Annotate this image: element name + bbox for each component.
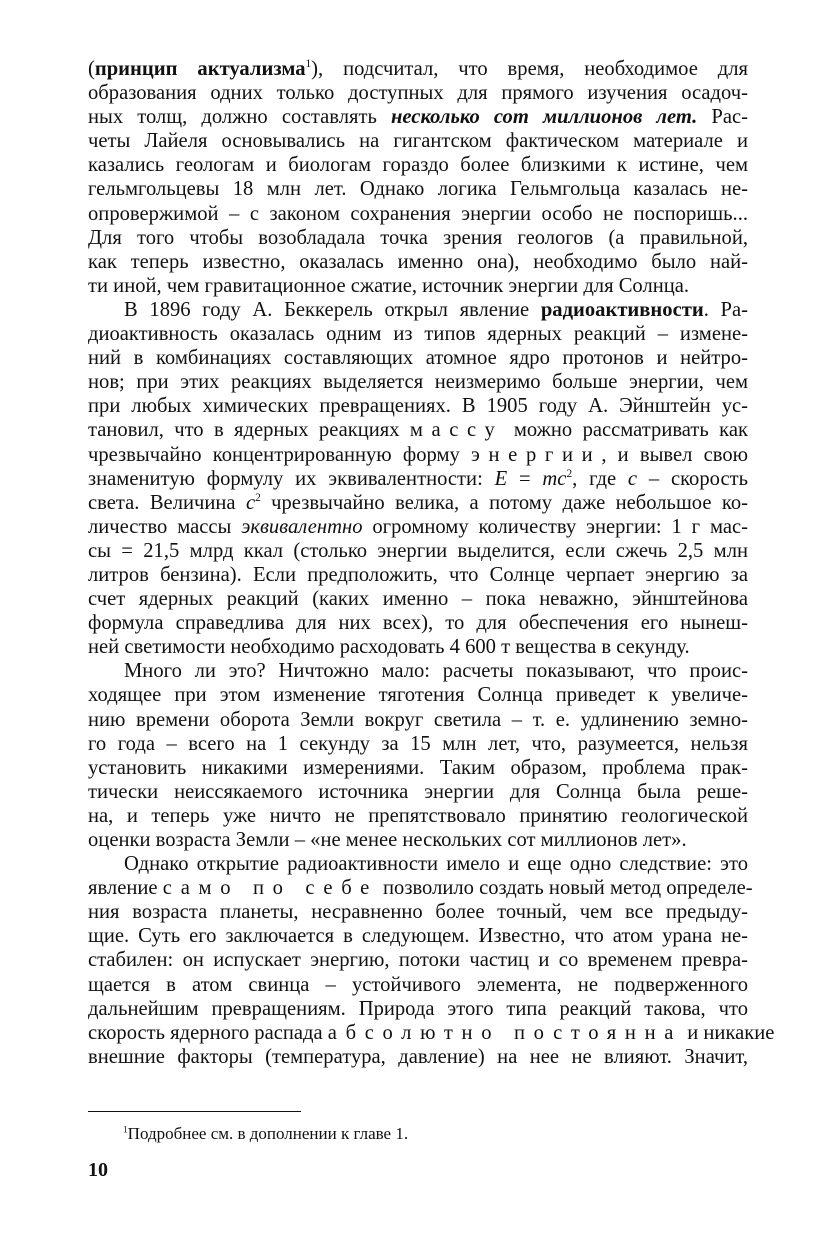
- paragraph-4-line: внешние факторы (температура, давление) на нее не влияют. Значит,: [88, 1045, 748, 1068]
- formula-c: c: [245, 491, 256, 514]
- paragraph-2-line: сы = 21,5 млрд ккал (столько энергии выделится, если сжечь 2,5 млн: [88, 539, 748, 562]
- paragraph-1-line: образования одних только доступных для прямого изучения осадоч-: [88, 82, 748, 105]
- paragraph-4-line: дальнейшим превращениям. Природа этого типа реакций такова, что: [88, 997, 748, 1020]
- paragraph-1-line: ных толщ, должно составлять несколько сот миллионов лет. Рас-: [88, 106, 748, 129]
- paragraph-4-line: явление само по себе позволило создать новый метод определе-: [88, 877, 753, 900]
- paragraph-2-line: диоактивность оказалась одним из типов ядерных реакций – измене-: [88, 323, 748, 346]
- formula-c: c: [627, 467, 638, 490]
- paragraph-3-line: на, и теперь уже ничто не препятствовало принятию геологической: [88, 804, 748, 827]
- paragraph-4-line: щие. Суть его заключается в следующем. Известно, что атом урана не-: [88, 925, 748, 948]
- spaced-word: энергии: [470, 443, 602, 466]
- paragraph-1-line: четы Лайеля основывались на гигантском фактическом материале и: [88, 130, 748, 153]
- paragraph-4-line: скорость ядерного распада абсолютно постоянна и никакие: [88, 1021, 775, 1044]
- paragraph-4-line: стабилен: он испускает энергию, потоки частиц и со временем превра-: [88, 949, 748, 972]
- paragraph-1-line: казались геологам и биологам гораздо более близкими к истине, чем: [88, 154, 748, 177]
- paragraph-2-line: при любых химических превращениях. В 1905 году А. Эйнштейн ус-: [88, 395, 748, 418]
- paragraph-1-line: ти иной, чем гравитационное сжатие, источник энергии для Солнца.: [88, 274, 690, 297]
- paragraph-2-line: литров бензина). Если предположить, что Солнце черпает энергию за: [88, 563, 748, 586]
- paragraph-2-line: В 1896 году А. Беккерель открыл явление радиоактивности. Ра-: [124, 298, 749, 321]
- bold-term: радиоактивности: [540, 298, 704, 321]
- page-body: [88, 57, 775, 1069]
- footnote-text: Подробнее см. в дополнении к главе 1.: [127, 1124, 409, 1143]
- paragraph-2-line: знаменитую формулу их эквивалентности: $E = mc^2$, где c – скорость: [88, 467, 748, 490]
- paragraph-1-line: опровержимой – с законом сохранения энергии особо не поспоришь...: [88, 202, 748, 225]
- formula-mc: mc: [542, 467, 567, 490]
- bold-italic-phrase: несколько сот миллионов лет.: [391, 106, 698, 129]
- paragraph-3-line: оценки возраста Земли – «не менее нескольких сот миллионов лет».: [88, 829, 687, 851]
- spaced-word: абсолютно постоянна: [327, 1021, 683, 1044]
- page-number: 10: [88, 1159, 108, 1181]
- paragraph-4-line: щается в атом свинца – устойчивого элемента, не подверженного: [88, 973, 748, 996]
- spaced-word: само по себе: [162, 877, 378, 900]
- paragraph-3-line: Много ли это? Ничтожно мало: расчеты показывают, что проис-: [124, 660, 748, 683]
- footnote: [123, 1124, 408, 1144]
- paragraph-3-line: нию времени оборота Земли вокруг светила – т. е. удлинению земно-: [88, 708, 748, 731]
- bold-term: принцип актуализма: [94, 58, 306, 80]
- footnote-mark: 1: [123, 1125, 128, 1136]
- paragraph-2-line: тановил, что в ядерных реакциях массу можно рассматривать как: [88, 419, 748, 442]
- paragraph-3-line: установить никакими измерениями. Таким образом, проблема прак-: [88, 756, 748, 779]
- spaced-word: массу: [409, 419, 504, 442]
- paragraph-2-line: счет ядерных реакций (каких именно – пока неважно, эйнштейнова: [88, 588, 748, 611]
- paragraph-1-line: как теперь известно, оказалась именно она), необходимо было най-: [88, 250, 748, 273]
- paragraph-4-line: ния возраста планеты, несравненно более точный, чем все предыду-: [88, 901, 748, 924]
- paragraph-2-line: чрезвычайно концентрированную форму энергии, и вывел свою: [88, 443, 748, 466]
- footnote-divider: [88, 1111, 301, 1112]
- footnote-ref: 1: [305, 58, 312, 71]
- paragraph-1-line: (принцип актуализма$^1$), подсчитал, что время, необходимое для: [88, 58, 748, 80]
- paragraph-2-line: ней светимости необходимо расходовать 4 600 т вещества в секунду.: [88, 636, 690, 659]
- paragraph-3-line: ходящее при этом изменение тяготения Солнца приведет к увеличе-: [88, 684, 748, 707]
- paragraph-1-line: Для того чтобы возобладала точка зрения геологов (а правильной,: [88, 226, 748, 249]
- paragraph-2-line: нов; при этих реакциях выделяется неизмеримо больше энергии, чем: [88, 371, 748, 394]
- formula-e: E: [494, 467, 508, 490]
- paragraph-3-line: го года – всего на 1 секунду за 15 млн лет, что, разумеется, нельзя: [88, 732, 748, 755]
- paragraph-2-line: ний в комбинациях составляющих атомное ядро протонов и нейтро-: [88, 347, 748, 370]
- paragraph-4-line: Однако открытие радиоактивности имело и еще одно следствие: это: [124, 853, 748, 876]
- paragraph-1-line: гельмгольцевы 18 млн лет. Однако логика Гельмгольца казалась не-: [88, 178, 748, 201]
- paragraph-2-line: света. Величина $c^2$ чрезвычайно велика, а потому даже небольшое ко-: [88, 491, 748, 514]
- paragraph-2-line: личество массы эквивалентно огромному количеству энергии: 1 г мас-: [88, 515, 749, 538]
- paragraph-3-line: тически неиссякаемого источника энергии для Солнца была реше-: [88, 780, 748, 803]
- paragraph-2-line: формула справедлива для них всех), то для обеспечения его нынеш-: [88, 612, 748, 635]
- italic-word: эквивалентно: [241, 515, 363, 538]
